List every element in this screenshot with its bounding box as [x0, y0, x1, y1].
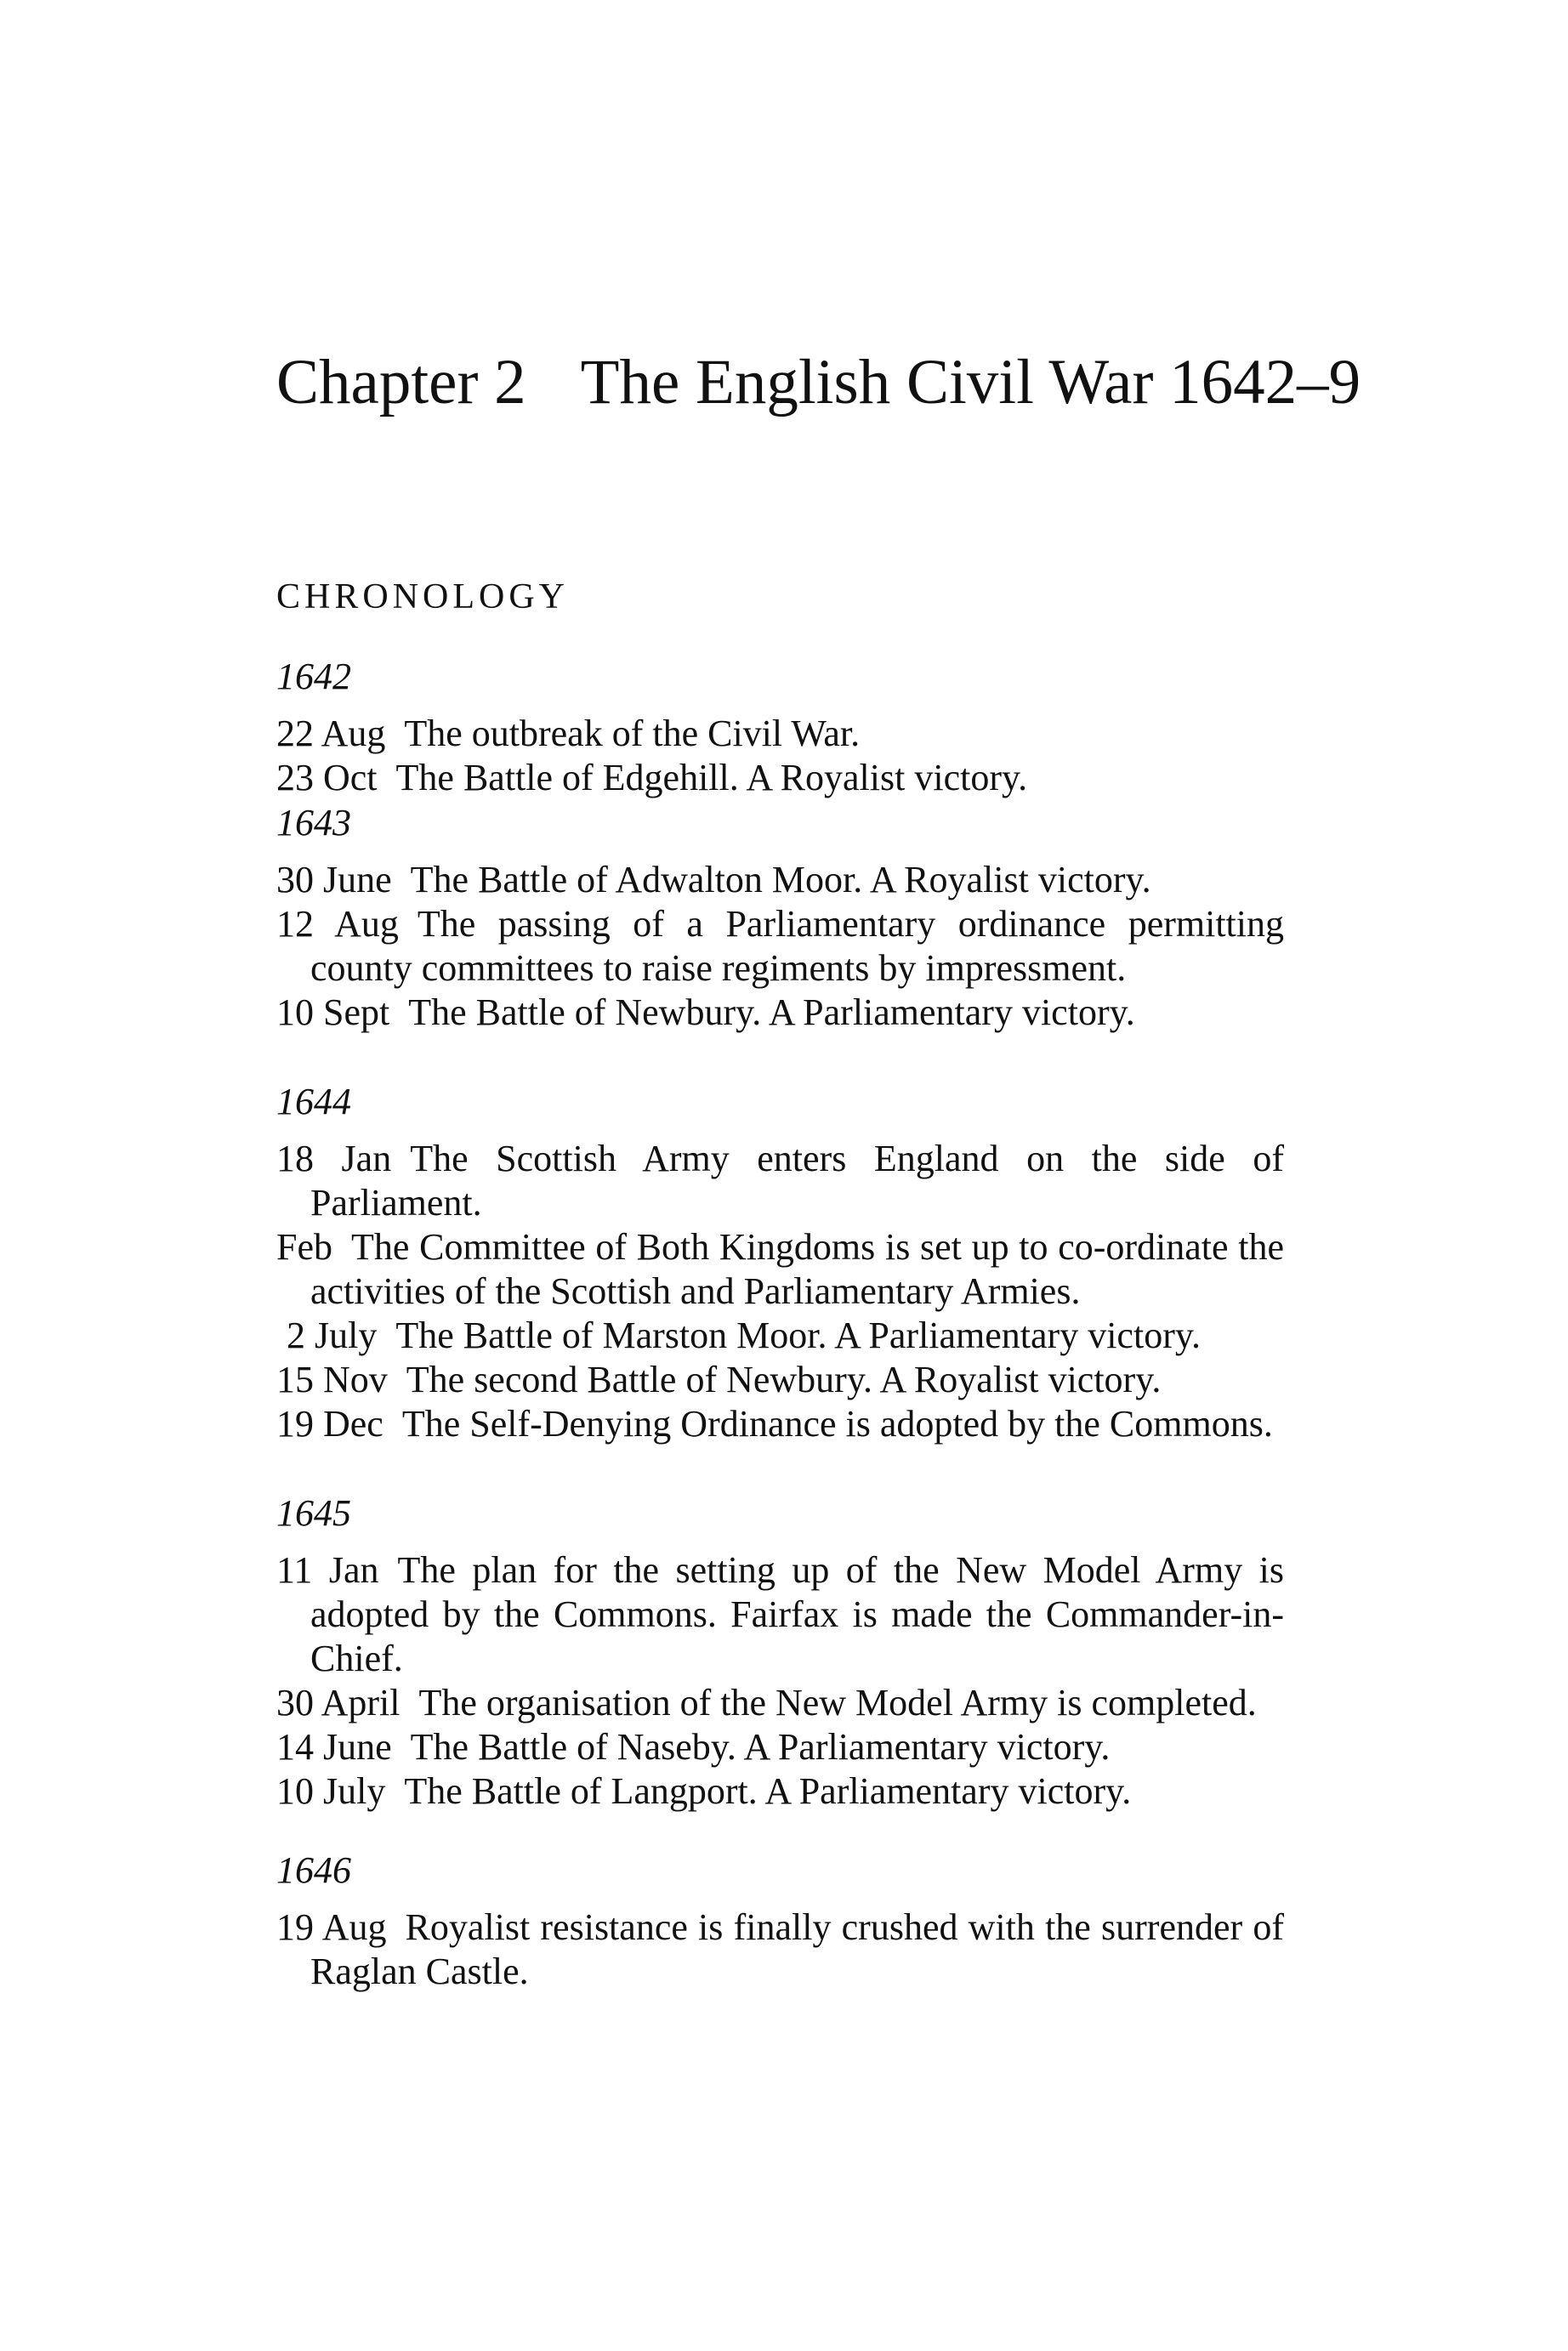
entry-date: 18 Jan [276, 1138, 392, 1180]
entry-text: The Self-Denying Ordinance is adopted by the Commons. [401, 1403, 1273, 1445]
chronology-entry [276, 1137, 1284, 1225]
entry-date: 11 Jan [276, 1549, 379, 1592]
chronology-entry [276, 1769, 1284, 1814]
entry-text: The second Battle of Newbury. A Royalist victory. [406, 1359, 1162, 1401]
entry-date: 15 Nov [276, 1359, 388, 1401]
entry-text: The Scottish Army enters England on the side of Parliament. [310, 1138, 1284, 1224]
year-heading: 1643 [276, 802, 351, 844]
year-heading: 1645 [276, 1492, 351, 1535]
entry-text: The Battle of Newbury. A Parliamentary victory. [408, 991, 1135, 1034]
chapter-number: Chapter 2 [276, 347, 526, 417]
chronology-entry [276, 1402, 1284, 1446]
chronology-entry [276, 712, 1284, 756]
chronology-list [276, 654, 1284, 1994]
chronology-entry [276, 756, 1284, 800]
entry-date: 10 Sept [276, 991, 390, 1034]
entry-text: The Battle of Edgehill. A Royalist victory. [395, 757, 1028, 799]
year-entries [276, 1548, 1284, 1814]
chronology-entry [276, 1314, 1284, 1358]
entry-date: 22 Aug [276, 713, 386, 755]
entry-text: The outbreak of the Civil War. [404, 713, 861, 755]
entry-text: The organisation of the New Model Army is completed. [418, 1682, 1257, 1724]
chronology-entry [276, 1225, 1284, 1314]
chronology-entry [276, 902, 1284, 991]
entry-text: The Committee of Both Kingdoms is set up to co-ordinate the activities of the Scottish and Parliamentary Armies. [310, 1226, 1284, 1313]
entry-date: 30 April [276, 1682, 401, 1724]
entry-date: 10 July [276, 1770, 386, 1813]
chronology-entry [276, 1725, 1284, 1769]
year-heading: 1642 [276, 656, 351, 698]
entry-date: 14 June [276, 1726, 392, 1769]
chapter-name: The English Civil War 1642–9 [580, 347, 1361, 417]
entry-text: The Battle of Naseby. A Parliamentary victory. [410, 1726, 1111, 1769]
chronology-entry [276, 991, 1284, 1035]
entry-date: 23 Oct [276, 757, 378, 799]
entry-date: 2 July [287, 1315, 378, 1357]
chapter-title [276, 344, 1361, 421]
entry-text: The Battle of Adwalton Moor. A Royalist victory. [410, 859, 1151, 901]
entry-date: 30 June [276, 859, 392, 901]
year-heading: 1644 [276, 1081, 351, 1123]
chronology-entry [276, 1905, 1284, 1994]
book-page [276, 344, 1361, 1994]
year-entries [276, 1905, 1284, 1994]
entry-date: 12 Aug [276, 903, 399, 946]
entry-date: 19 Dec [276, 1403, 383, 1445]
year-heading: 1646 [276, 1849, 351, 1892]
entry-text: The plan for the setting up of the New Model Army is adopted by the Commons. Fairfax is made the Commander-in-Chief. [310, 1549, 1284, 1680]
entry-date: Feb [276, 1226, 332, 1269]
entry-text: The Battle of Marston Moor. A Parliamentary victory. [395, 1315, 1201, 1357]
entry-text: Royalist resistance is finally crushed with the surrender of Raglan Castle. [310, 1906, 1284, 1993]
year-entries [276, 858, 1284, 1035]
chronology-entry [276, 1548, 1284, 1681]
entry-text: The Battle of Langport. A Parliamentary victory. [404, 1770, 1132, 1813]
chronology-entry [276, 858, 1284, 902]
entry-date: 19 Aug [276, 1906, 387, 1949]
chronology-entry [276, 1681, 1284, 1725]
section-heading: CHRONOLOGY [276, 577, 569, 616]
year-entries [276, 712, 1284, 800]
chronology-entry [276, 1358, 1284, 1402]
year-entries [276, 1137, 1284, 1446]
entry-text: The passing of a Parliamentary ordinance permitting county committees to raise regiments by impressment. [310, 903, 1284, 990]
